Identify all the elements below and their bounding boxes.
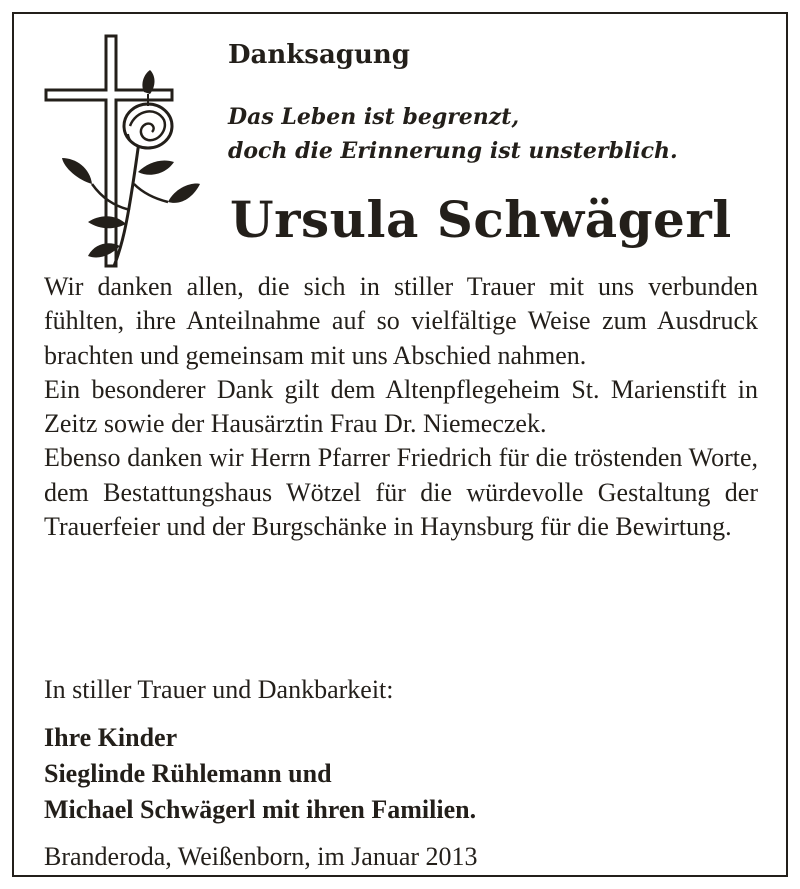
thanks-text [44, 270, 758, 544]
family-signature [44, 720, 476, 828]
cross-with-rose-icon [44, 34, 204, 274]
family-line: Sieglinde Rühlemann und [44, 759, 332, 788]
notice-heading: Danksagung [228, 40, 410, 70]
family-line: Ihre Kinder [44, 723, 178, 752]
family-line: Michael Schwägerl mit ihren Familien. [44, 795, 477, 824]
thanks-paragraph: Wir danken allen, die sich in stiller Trauer mit uns verbunden fühlten, ihre Anteilnahme auf so vielfältige Weise zum Ausdruck brachten und gemeinsam mit uns Abschied nahmen. [44, 272, 758, 370]
place-date: Branderoda, Weißenborn, im Januar 2013 [44, 842, 478, 871]
motto-line: doch die Erinnerung ist unsterblich. [228, 138, 678, 164]
obituary-notice [12, 12, 788, 877]
motto [228, 100, 678, 168]
thanks-paragraph: Ebenso danken wir Herrn Pfarrer Friedrich für die tröstenden Worte, dem Bestattungshaus Wötzel für die würdevolle Gestaltung der Trauerfeier und der Burgschänke in Haynsburg für die Bewirtung. [44, 443, 758, 542]
motto-line: Das Leben ist begrenzt, [228, 104, 520, 130]
thanks-paragraph: Ein besonderer Dank gilt dem Altenpflegeheim St. Marienstift in Zeitz sowie der Hausärztin Frau Dr. Niemeczek. [44, 374, 758, 439]
deceased-name: Ursula Schwägerl [230, 190, 732, 249]
closing-line: In stiller Trauer und Dankbarkeit: [44, 675, 394, 704]
